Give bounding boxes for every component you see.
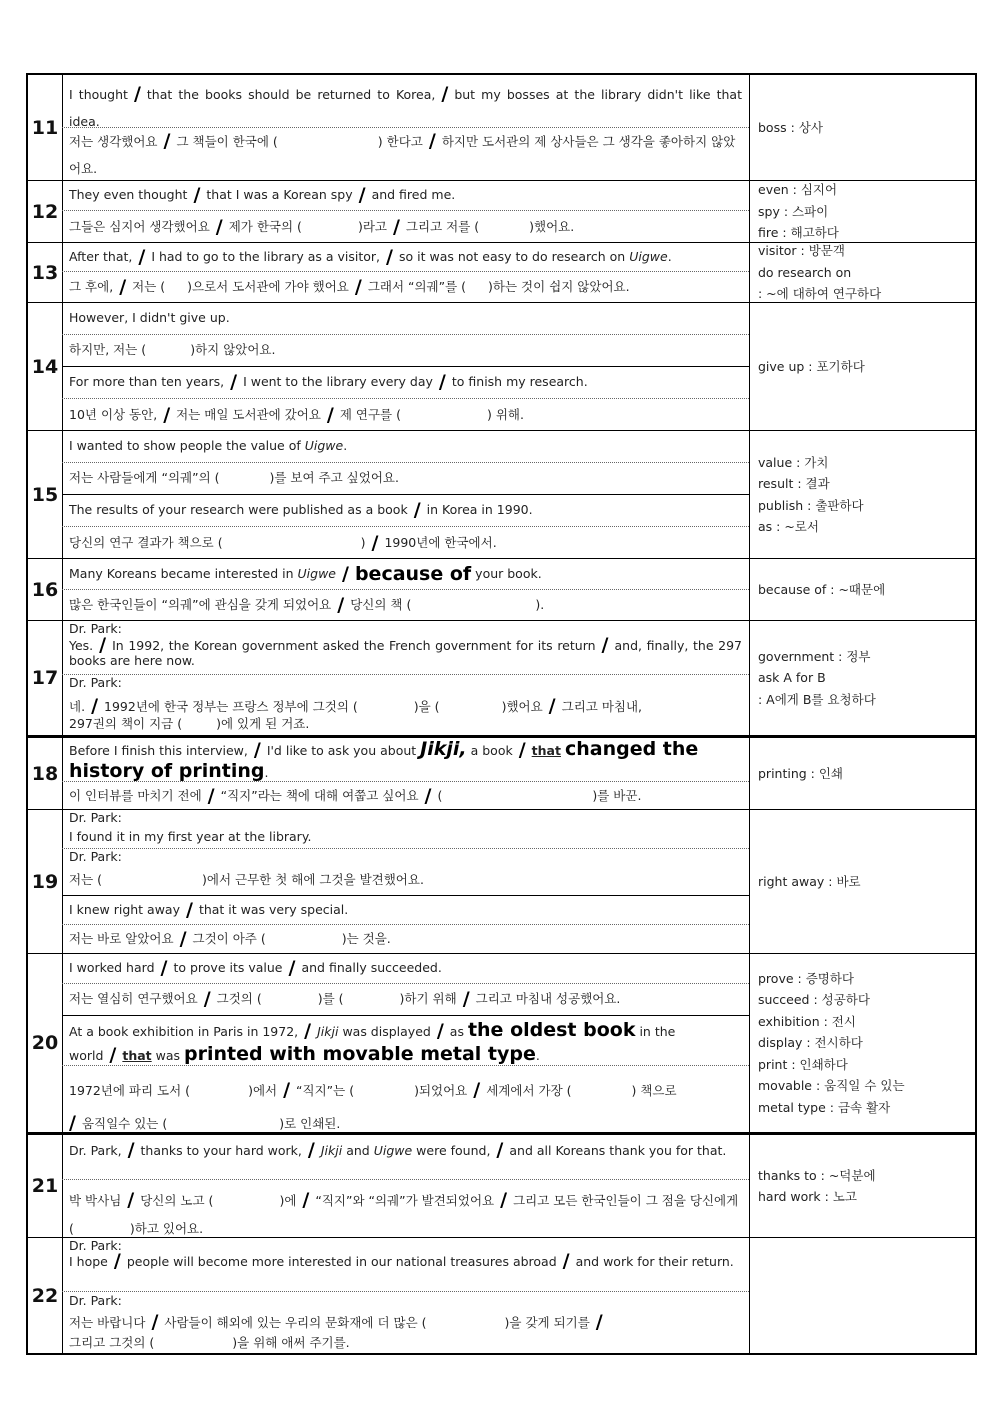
korean-line: 1972년에 파리 도서 ( )에서 / “직지”는 ( )되었어요 / 세계에서 가장 ( ) 책으로 / 움직일수 있는 ( )로 인쇄된.: [69, 1079, 677, 1134]
vocab-cell: boss : 상사: [758, 119, 823, 135]
korean-line: 10년 이상 동안, / 저는 매일 도서관에 갔어요 / 제 연구를 ( ) 위해.: [69, 403, 524, 426]
english-line: After that, / I had to go to the library as a visitor, / so it was not easy to do research on Uigwe .: [62, 243, 749, 272]
row-number: 12: [28, 181, 63, 242]
slash-mark: /: [133, 83, 141, 105]
english-line: At a book exhibition in Paris in 1972, / Jikji was displayed / as the oldest book in the world / that was printed with movable metal type.: [62, 1016, 749, 1066]
row-14: [28, 303, 975, 431]
sentence-cell: [62, 1238, 750, 1353]
row-11: [28, 75, 975, 181]
speaker-label: Dr. Park:: [69, 1237, 122, 1253]
english-line: I hope / people will become more interested in our national treasures abroad / and work for their return.: [62, 1254, 749, 1292]
english-line: I knew right away / that it was very special.: [62, 896, 749, 925]
row-number: 15: [28, 431, 63, 558]
korean-line: 저는 바로 알았어요 / 그것이 아주 ( )는 것을.: [69, 928, 391, 951]
english-line: I wanted to show people the value of Uigwe .: [62, 431, 749, 463]
english-line: Before I finish this interview, / I'd like to ask you about Jikji, a book / that changed the history of printing.: [62, 738, 749, 782]
english-line: I thought / that the books should be returned to Korea, / but my bosses at the library didn't like that idea.: [62, 75, 749, 128]
english-line: Yes. / In 1992, the Korean government asked the French government for its return / and, finally, the 297 books are here now.: [62, 638, 749, 675]
row-number: 13: [28, 243, 63, 302]
row-22: [28, 1238, 975, 1353]
vocab-cell: give up : 포기하다: [758, 358, 865, 374]
sentence-cell: [62, 810, 750, 953]
english-line: Dr. Park, / thanks to your hard work, / Jikji and Uigwe were found, / and all Koreans thank you for that.: [62, 1135, 749, 1180]
row-18: [28, 738, 975, 810]
row-number: 11: [28, 75, 63, 180]
english-line: I worked hard / to prove its value / and finally succeeded.: [62, 954, 749, 984]
korean-line: 이 인터뷰를 마치기 전에 / “직지”라는 책에 대해 여쭙고 싶어요 / ( )를 바꾼.: [69, 784, 642, 807]
korean-line: 네. / 1992년에 한국 정부는 프랑스 정부에 그것의 ( )을 ( )했어요 / 그리고 마침내, 297권의 책이 지금 ( )에 있게 된 거죠.: [69, 695, 643, 731]
vocab-cell: because of : ~때문에: [758, 581, 886, 597]
korean-line: 저는 사람들에게 “의궤”의 ( )를 보여 주고 싶었어요.: [62, 463, 749, 495]
english-line: I found it in my first year at the library.: [62, 827, 749, 849]
korean-line: 그들은 심지어 생각했어요 / 제가 한국의 ( )라고 / 그리고 저를 ( )했어요.: [69, 215, 575, 238]
row-number: 14: [28, 303, 63, 430]
row-12: [28, 181, 975, 243]
row-20: [28, 954, 975, 1135]
worksheet-table: [26, 73, 977, 1355]
vocab-cell: prove : 증명하다 succeed : 성공하다 exhibition : 전시 display : 전시하다 print : 인쇄하다 movable : 움직일 수 있는 metal type : 금속 활자: [758, 970, 905, 1115]
vocab-cell: even : 심지어 spy : 스파이 fire : 해고하다: [758, 182, 839, 241]
sentence-cell: [62, 954, 750, 1132]
korean-line: 많은 한국인들이 “의궤”에 관심을 갖게 되었어요 / 당신의 책 ( ).: [69, 594, 545, 617]
row-number: 21: [28, 1135, 63, 1237]
sentence-cell: [62, 621, 750, 735]
english-line: For more than ten years, / I went to the library every day / to finish my research.: [62, 367, 749, 399]
vocab-cell: value : 가치 result : 결과 publish : 출판하다 as : ~로서: [758, 454, 864, 534]
sentence-cell: [62, 431, 750, 558]
english-line: However, I didn't give up.: [62, 303, 749, 335]
row-15: [28, 431, 975, 559]
row-16: [28, 559, 975, 621]
speaker-label: Dr. Park:: [69, 675, 122, 691]
row-number: 20: [28, 954, 63, 1132]
korean-line: 저는 열심히 연구했어요 / 그것의 ( )를 ( )하기 위해 / 그리고 마침내 성공했어요.: [62, 984, 749, 1016]
sentence-cell: [62, 75, 750, 180]
speaker-label: Dr. Park:: [69, 621, 122, 637]
korean-line: 박 박사님 / 당신의 노고 ( )에 / “직지”와 “의궤”가 발견되었어요 / 그리고 모든 한국인들이 그 점을 당신에게 ( )하고 있어요.: [69, 1189, 739, 1236]
vocab-cell: right away : 바로: [758, 873, 861, 889]
sentence-cell: [62, 559, 750, 620]
korean-line: 저는 바랍니다 / 사람들이 해외에 있는 우리의 문화재에 더 많은 ( )을 갖게 되기를 / 그리고 그것의 ( )을 위해 애써 주기를.: [69, 1311, 603, 1350]
vocab-cell: visitor : 방문객 do research on : ~에 대하여 연구하다: [758, 243, 882, 302]
row-13: [28, 243, 975, 303]
korean-line: 그 후에, / 저는 ( )으로서 도서관에 가야 했어요 / 그래서 “의궤”를 ( )하는 것이 쉽지 않았어요.: [69, 276, 630, 299]
sentence-cell: [62, 738, 750, 809]
sentence-cell: [62, 303, 750, 430]
row-17: [28, 621, 975, 738]
speaker-label: Dr. Park:: [69, 1293, 122, 1309]
korean-line: 당신의 연구 결과가 책으로 ( ) / 1990년에 한국에서.: [69, 531, 497, 554]
row-number: 22: [28, 1238, 63, 1353]
row-number: 16: [28, 559, 63, 620]
sentence-cell: [62, 181, 750, 242]
row-number: 17: [28, 621, 63, 735]
row-21: [28, 1135, 975, 1238]
speaker-label: Dr. Park:: [69, 810, 122, 826]
vocab-cell: [750, 1238, 975, 1353]
korean-line: 저는 ( )에서 근무한 첫 해에 그것을 발견했어요.: [62, 866, 749, 896]
speaker-label: Dr. Park:: [69, 849, 122, 865]
korean-line: 하지만, 저는 ( )하지 않았어요.: [62, 335, 749, 367]
english-line: Many Koreans became interested in Uigwe / because of your book.: [62, 559, 749, 590]
vocab-cell: printing : 인쇄: [758, 765, 844, 781]
sentence-cell: [62, 243, 750, 302]
vocab-cell: thanks to : ~덕분에 hard work : 노고: [758, 1167, 876, 1204]
korean-line: 저는 생각했어요 / 그 책들이 한국에 ( ) 한다고 / 하지만 도서관의 제 상사들은 그 생각을 좋아하지 않았어요.: [69, 130, 736, 176]
english-line: The results of your research were published as a book / in Korea in 1990.: [62, 495, 749, 527]
row-number: 19: [28, 810, 63, 953]
vocab-cell: government : 정부 ask A for B : A에게 B를 요청하다: [758, 648, 876, 707]
row-number: 18: [28, 738, 63, 809]
sentence-cell: [62, 1135, 750, 1237]
slash-mark: /: [441, 83, 449, 105]
row-19: [28, 810, 975, 954]
english-line: They even thought / that I was a Korean spy / and fired me.: [62, 181, 749, 211]
